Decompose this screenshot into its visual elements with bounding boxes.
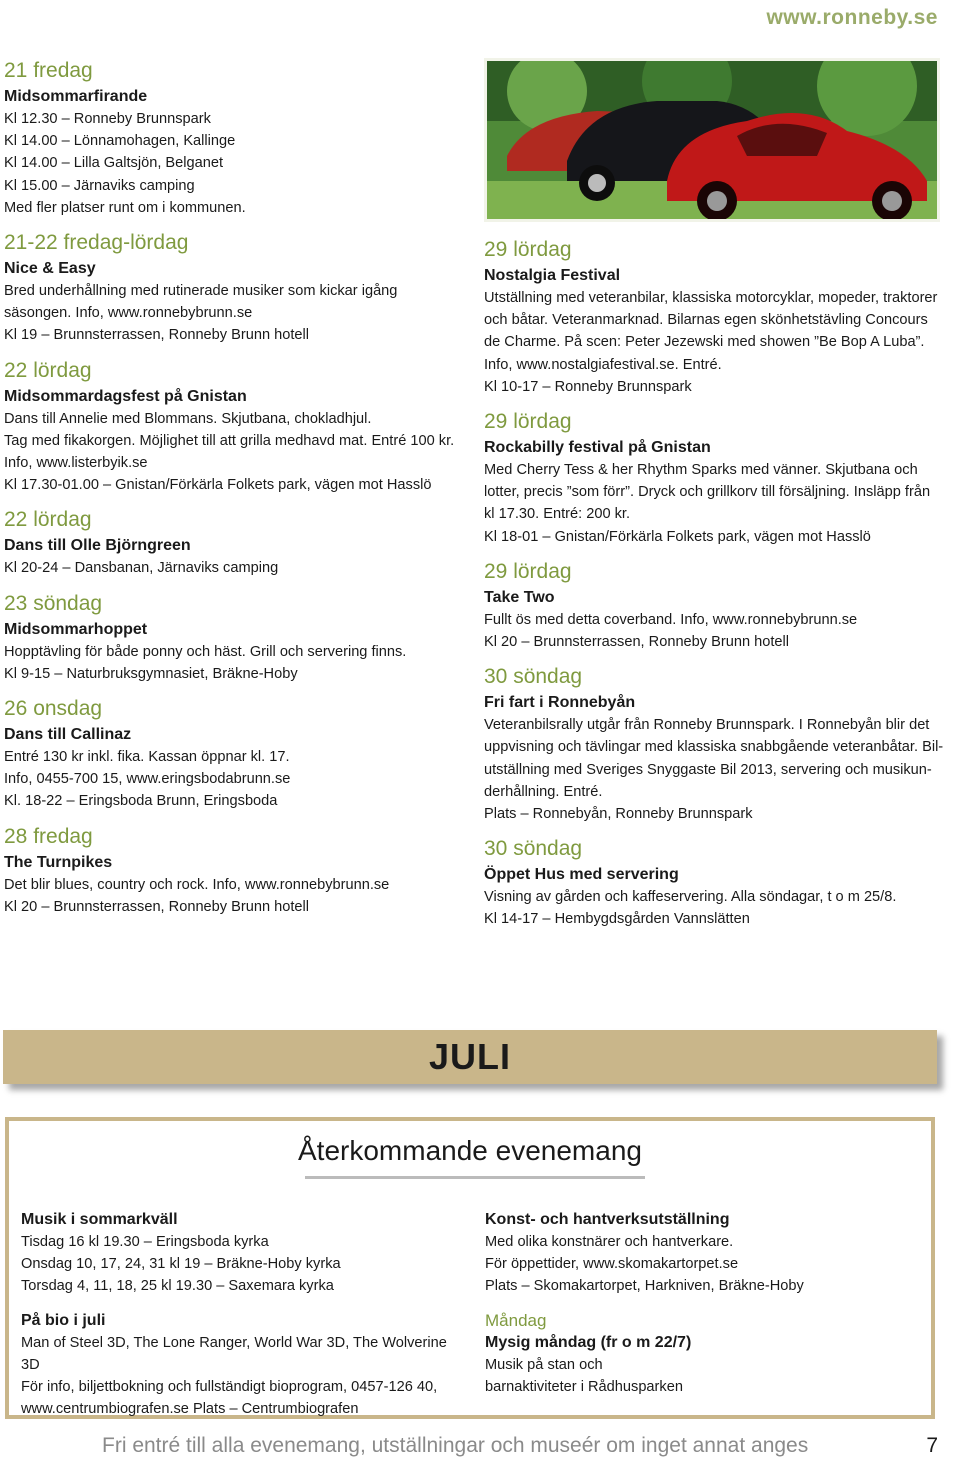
event-title: Take Two	[484, 588, 555, 606]
recurring-events-box	[5, 1117, 935, 1419]
event-detail-line: Kl 12.30 – Ronneby Brunnspark	[4, 111, 211, 127]
recurring-line: För info, biljettbokning och fullständigt bioprogram, 0457-126 40,	[21, 1379, 438, 1396]
vintage-cars-illustration	[487, 61, 937, 219]
recurring-line: barnaktiviteter i Rådhusparken	[485, 1378, 683, 1395]
recurring-title-underline	[305, 1176, 645, 1179]
event-detail-line: Kl 18-01 – Gnistan/Förkärla Folkets park, vägen mot Hasslö	[484, 528, 871, 545]
event-date: 30 söndag	[484, 665, 583, 689]
event-entry	[4, 823, 466, 918]
event-detail-line: Utställning med veteranbilar, klassiska motorcyklar, mopeder, traktorer	[484, 290, 938, 306]
event-date: 23 söndag	[4, 591, 103, 615]
event-detail-line: Kl 14-17 – Hembygdsgården Vannslätten	[484, 911, 750, 928]
event-detail-line: Kl 20-24 – Dansbanan, Järnaviks camping	[4, 560, 279, 577]
event-entry	[484, 663, 946, 825]
event-date: 29 lördag	[484, 238, 572, 261]
vintage-cars-photo	[484, 58, 940, 222]
event-detail-line: Kl 14.00 – Lönnamohagen, Kallinge	[4, 133, 236, 150]
page-number: 7	[926, 1434, 938, 1457]
event-detail-line: Veteranbilsrally utgår från Ronneby Brunnspark. I Ronnebyån blir det	[484, 717, 930, 734]
recurring-line: Torsdag 4, 11, 18, 25 kl 19.30 – Saxemara kyrka	[21, 1278, 334, 1295]
event-detail-line: Kl 17.30-01.00 – Gnistan/Förkärla Folkets park, vägen mot Hasslö	[4, 477, 432, 494]
event-date: 28 fredag	[4, 824, 93, 848]
recurring-monday-label: Måndag	[485, 1310, 547, 1330]
event-detail-line: säsongen. Info, www.ronnebybrunn.se	[4, 305, 253, 322]
event-entry	[4, 229, 466, 347]
event-detail-line: Det blir blues, country och rock. Info, www.ronnebybrunn.se	[4, 876, 390, 893]
event-date: 21 fredag	[4, 59, 93, 82]
event-title: Nostalgia Festival	[484, 267, 621, 284]
left-event-column	[4, 57, 466, 928]
recurring-line: Onsdag 10, 17, 24, 31 kl 19 – Bräkne-Hoby kyrka	[21, 1256, 341, 1273]
event-detail-line: Visning av gården och kaffeservering. Alla söndagar, t o m 25/8.	[484, 889, 897, 906]
event-date: 22 lördag	[4, 508, 92, 532]
event-title: Dans till Callinaz	[4, 726, 132, 744]
event-title: Öppet Hus med servering	[484, 866, 679, 884]
event-title: Rockabilly festival på Gnistan	[484, 439, 711, 457]
event-detail-line: kl 17.30. Entré: 200 kr.	[484, 506, 631, 523]
event-detail-line: och båtar. Veteranmarknad. Bilarnas egen skönhetstävling Concours	[484, 312, 928, 329]
event-detail-line: Bred underhållning med rutinerade musiker som kickar igång	[4, 283, 398, 300]
event-detail-line: uppvisning och tävlingar med klassiska snabbgående veteranbåtar. Bil-	[484, 739, 944, 756]
recurring-line: Plats – Skomakartorpet, Harkniven, Bräkne-Hoby	[485, 1278, 804, 1295]
recurring-line: För öppettider, www.skomakartorpet.se	[485, 1256, 739, 1273]
recurring-right-column	[485, 1209, 925, 1398]
site-url[interactable]: www.ronneby.se	[766, 6, 938, 29]
event-date: 29 lördag	[484, 410, 572, 434]
recurring-title: Återkommande evenemang	[298, 1135, 642, 1166]
event-detail-line: Kl 9-15 – Naturbruksgymnasiet, Bräkne-Hoby	[4, 665, 298, 682]
event-entry	[4, 506, 466, 579]
event-entry	[4, 57, 466, 219]
event-detail-line: Info, 0455-700 15, www.eringsbodabrunn.se	[4, 771, 291, 788]
event-entry	[484, 558, 946, 653]
right-event-column	[484, 236, 946, 941]
recurring-heading: Musik i sommarkväll	[21, 1211, 178, 1228]
event-detail-line: Fullt ös med detta coverband. Info, www.ronnebybrunn.se	[484, 611, 858, 628]
event-detail-line: Tag med fikakorgen. Möjlighet till att grilla medhavd mat. Entré 100 kr.	[4, 432, 455, 449]
event-title: Nice & Easy	[4, 260, 96, 278]
event-title: Fri fart i Ronnebyån	[484, 694, 636, 712]
event-detail-line: Kl 20 – Brunnsterrassen, Ronneby Brunn hotell	[484, 634, 790, 651]
event-detail-line: Info, www.listerbyik.se	[4, 455, 148, 472]
month-banner	[3, 1030, 937, 1084]
event-entry	[484, 835, 946, 930]
event-detail-line: utställning med Sveriges Snyggaste Bil 2013, servering och musikun-	[484, 761, 932, 778]
event-date: 26 onsdag	[4, 697, 103, 721]
event-entry	[4, 695, 466, 813]
recurring-heading: Mysig måndag (fr o m 22/7)	[485, 1333, 692, 1351]
event-detail-line: Info, www.nostalgiafestival.se. Entré.	[484, 356, 722, 373]
event-title: The Turnpikes	[4, 853, 113, 871]
event-detail-line: Hopptävling för både ponny och häst. Grill och servering finns.	[4, 643, 407, 660]
event-detail-line: Kl 19 – Brunnsterrassen, Ronneby Brunn hotell	[4, 327, 310, 344]
event-entry	[484, 236, 946, 398]
event-entry	[4, 357, 466, 497]
event-date: 29 lördag	[484, 559, 572, 583]
event-date: 22 lördag	[4, 358, 92, 382]
event-detail-line: Kl. 18-22 – Eringsboda Brunn, Eringsboda	[4, 793, 278, 810]
recurring-line: Musik på stan och	[485, 1356, 603, 1373]
event-detail-line: de Charme. På scen: Peter Jezewski med showen ”Be Bop A Luba”.	[484, 334, 925, 351]
event-title: Midsommarhoppet	[4, 620, 148, 638]
recurring-heading: På bio i juli	[21, 1311, 106, 1329]
month-banner-label: JULI	[428, 1036, 511, 1077]
event-detail-line: Med fler platser runt om i kommunen.	[4, 199, 246, 216]
event-detail-line: Entré 130 kr inkl. fika. Kassan öppnar kl. 17.	[4, 749, 290, 766]
recurring-heading: Konst- och hantverksutställning	[485, 1211, 730, 1228]
event-detail-line: Kl 20 – Brunnsterrassen, Ronneby Brunn hotell	[4, 898, 310, 915]
event-entry	[4, 590, 466, 685]
event-detail-line: derhållning. Entré.	[484, 783, 603, 800]
event-title: Midsommarfirande	[4, 88, 148, 105]
event-title: Dans till Olle Björngreen	[4, 537, 191, 555]
event-date: 21-22 fredag-lördag	[4, 231, 189, 255]
recurring-line: Tisdag 16 kl 19.30 – Eringsboda kyrka	[21, 1234, 269, 1250]
event-detail-line: Dans till Annelie med Blommans. Skjutbana, chokladhjul.	[4, 410, 372, 427]
recurring-line: Man of Steel 3D, The Lone Ranger, World War 3D, The Wolverine 3D	[21, 1334, 447, 1373]
event-detail-line: lotter, precis ”som förr”. Dryck och grillkorv till försäljning. Insläpp från	[484, 484, 931, 501]
event-detail-line: Med Cherry Tess & her Rhythm Sparks med vänner. Skjutbana och	[484, 462, 918, 479]
recurring-line: Med olika konstnärer och hantverkare.	[485, 1234, 734, 1250]
event-date: 30 söndag	[484, 837, 583, 861]
recurring-left-column	[21, 1209, 461, 1420]
recurring-line: www.centrumbiografen.se Plats – Centrumbiografen	[21, 1401, 359, 1418]
event-detail-line: Kl 15.00 – Järnaviks camping	[4, 177, 195, 194]
event-detail-line: Plats – Ronnebyån, Ronneby Brunnspark	[484, 806, 753, 823]
event-entry	[484, 408, 946, 548]
event-detail-line: Kl 10-17 – Ronneby Brunnspark	[484, 378, 692, 395]
event-title: Midsommardagsfest på Gnistan	[4, 387, 247, 405]
event-detail-line: Kl 14.00 – Lilla Galtsjön, Belganet	[4, 155, 224, 172]
footer-note: Fri entré till alla evenemang, utställningar och museér om inget annat anges	[102, 1434, 809, 1457]
